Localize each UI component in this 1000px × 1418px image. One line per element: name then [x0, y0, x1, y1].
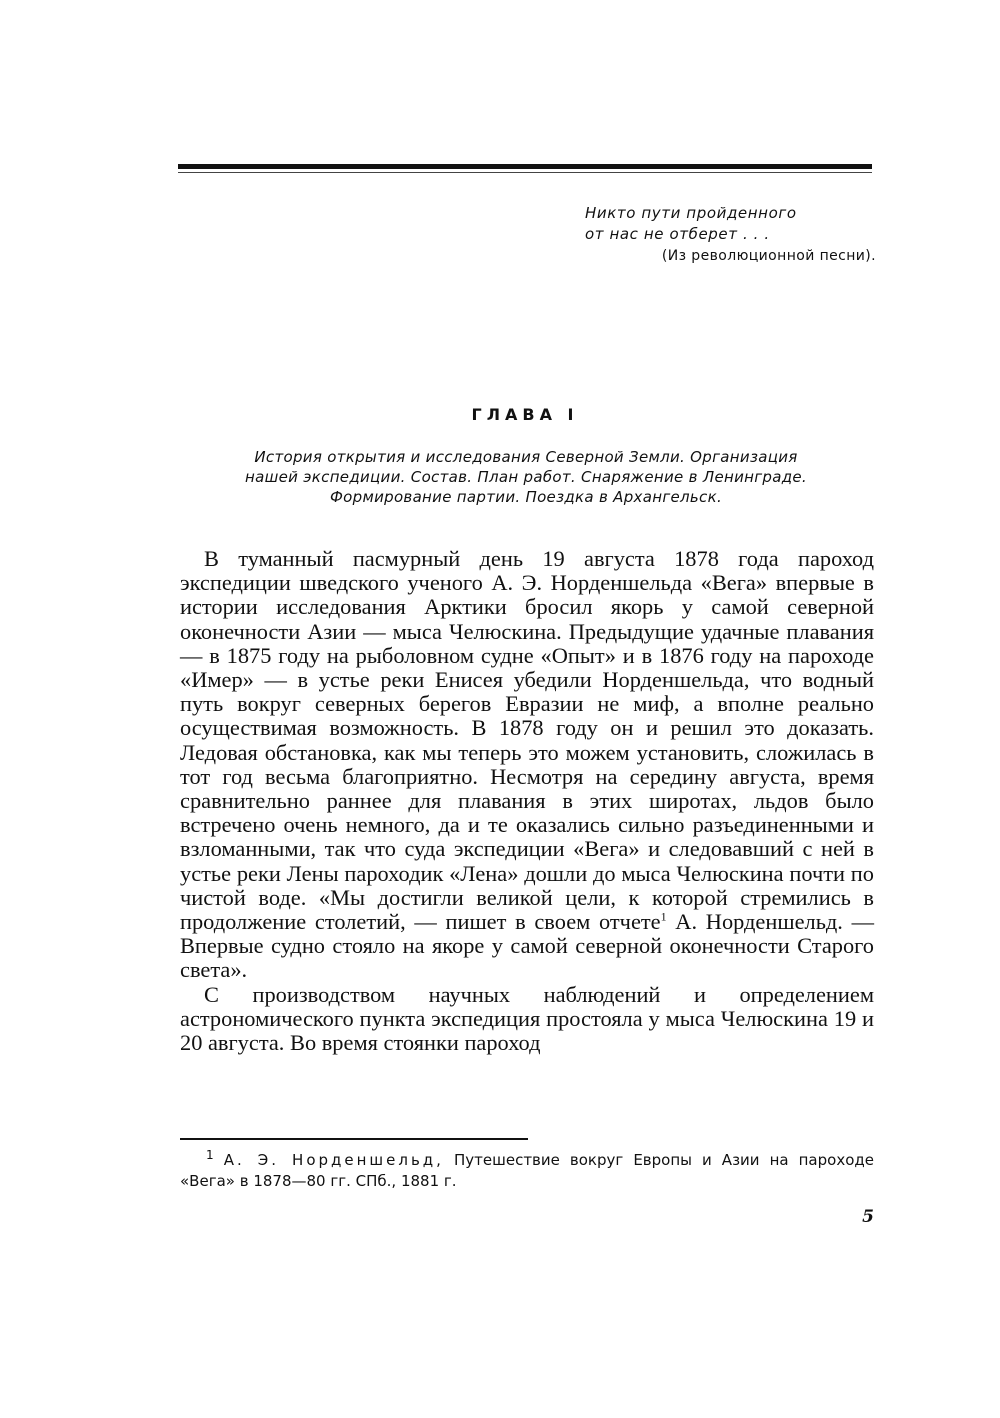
epigraph-line-2: от нас не отберет . . .: [585, 225, 770, 243]
paragraph-1: [180, 547, 874, 983]
paragraph-1-text: В туманный пасмурный день 19 августа 1878 года пароход экспедиции шведского ученого А. Э. Норденшельда «Вега» впервые в истории исследования Арктики бросил якорь у самой северной оконечности Азии — мыса Челюскина. Предыдущие удачные плавания — в 1875 году на рыболовном судне «Опыт» и в 1876 году на пароходе «Имер» — в устье реки Енисея убедили Норденшельда, что водный путь вокруг северных берегов Евразии не миф, а вполне реально осуществимая возможность. В 1878 году он и решил это доказать. Ледовая обстановка, как мы теперь это можем установить, сложилась в тот год весьма благоприятно. Несмотря на середину августа, время сравнительно раннее для плавания в этих широтах, льдов было встречено очень немного, да и те оказались сильно разъединенными и взломанными, так что суда экспедиции «Вега» и следовавший с ней в устье реки Лены пароходик «Лена» дошли до мыса Челюскина почти по чистой воде. «Мы достигли великой цели, к которой стремились в продолжение столетий, — пишет в своем отчете: [180, 546, 874, 935]
chapter-title: ГЛАВА I: [471, 405, 579, 424]
footnote-text: Путешествие вокруг Европы и Азии на пароходе «Вега» в 1878—80 гг. СПб., 1881 г.: [180, 1151, 874, 1190]
footnote-author: А. Э. Норденшельд,: [223, 1151, 444, 1169]
header-rule-thin: [178, 172, 872, 173]
epigraph-line-1: Никто пути пройденного: [585, 204, 797, 222]
main-text: [180, 547, 874, 1055]
epigraph: [585, 203, 885, 245]
paragraph-1-text-continued: А. Норденшельд. — Впервые судно стояло на якоре у самой северной оконечности Старого света».: [180, 909, 874, 983]
paragraph-2: С производством научных наблюдений и определением астрономического пункта экспедиция простояла у мыса Челюскина 19 и 20 августа. Во время стоянки пароход: [180, 981, 874, 1056]
footnote: [180, 1150, 874, 1192]
chapter-summary: История открытия и исследования Северной Земли. Организация нашей экспедиции. Состав. План работ. Снаряжение в Ленинграде. Формирование партии. Поездка в Архангельск.: [244, 448, 807, 506]
footnote-rule: [180, 1138, 528, 1140]
header-rule: [178, 164, 872, 169]
page-number: 5: [862, 1207, 874, 1227]
epigraph-source: (Из революционной песни).: [661, 248, 876, 264]
footnote-marker: 1: [206, 1148, 214, 1162]
footnote-reference: 1: [660, 909, 667, 924]
